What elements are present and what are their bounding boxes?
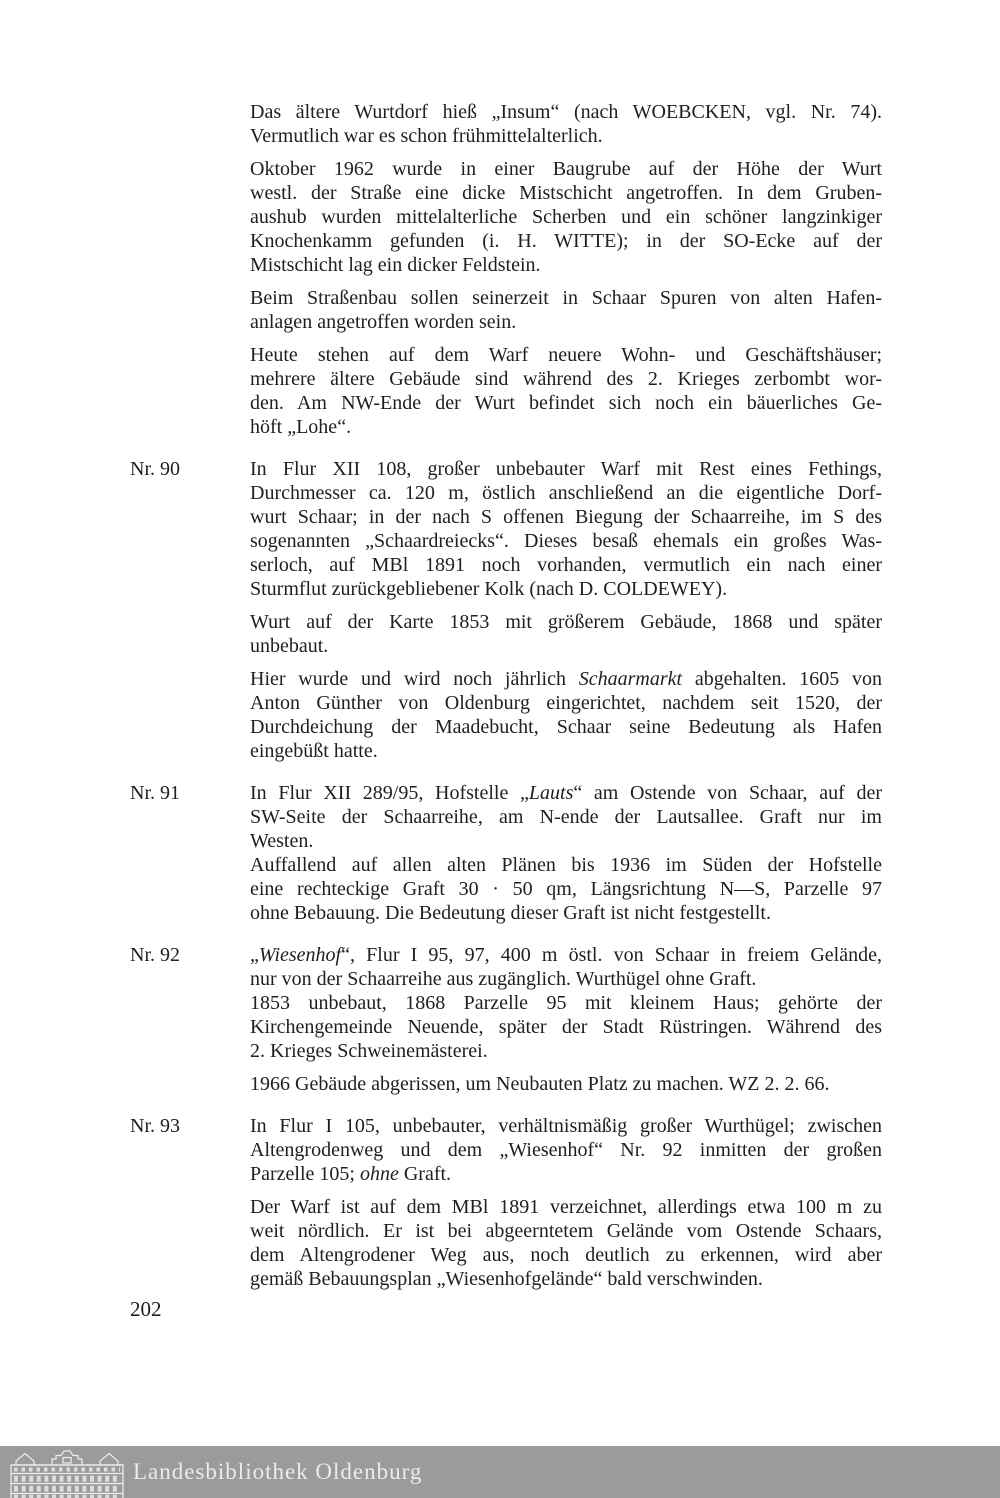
text-line: ohne Bebauung. Die Bedeutung dieser Graft ist nicht festgestellt. <box>250 902 771 924</box>
text-line: sogenannten „Schaardreiecks“. Dieses besaß ehemals ein großes Was- <box>250 530 882 552</box>
paragraph <box>250 943 882 991</box>
text-line: anlagen angetroffen worden sein. <box>250 311 517 333</box>
text-line: Durchmesser ca. 120 m, östlich anschließend an die eigentliche Dorf- <box>250 482 882 504</box>
text-line: Anton Günther von Oldenburg eingerichtet, nachdem seit 1520, der <box>250 692 882 714</box>
text-line: wurt Schaar; in der nach S offenen Biegung der Schaarreihe, im S des <box>250 506 882 528</box>
entry-number: Nr. 93 <box>130 1115 180 1137</box>
entry-nr-91 <box>130 781 882 925</box>
text-line: Oktober 1962 wurde in einer Baugrube auf der Höhe der Wurt <box>250 158 882 180</box>
text-line: 2. Krieges Schweinemästerei. <box>250 1040 488 1062</box>
entry-body <box>250 943 882 1096</box>
text-line: Wurt auf der Karte 1853 mit größerem Gebäude, 1868 und später <box>250 611 882 633</box>
entry-number: Nr. 91 <box>130 782 180 804</box>
text-line: Auffallend auf allen alten Plänen bis 1936 im Süden der Hofstelle <box>250 854 882 876</box>
paragraph <box>250 991 882 1063</box>
entry-nr-93 <box>130 1114 882 1291</box>
paragraph <box>250 286 882 334</box>
entry-body <box>250 1114 882 1291</box>
text-line: Das ältere Wurtdorf hieß „Insum“ (nach WOEBCKEN, vgl. Nr. 74). <box>250 101 882 123</box>
text-line: In Flur XII 289/95, Hofstelle „Lauts“ am Ostende von Schaar, auf der <box>250 782 882 804</box>
text-line: Durchdeichung der Maadebucht, Schaar seine Bedeutung als Hafen <box>250 716 882 738</box>
text-line: „Wiesenhof“, Flur I 95, 97, 400 m östl. von Schaar in freiem Gelände, <box>250 944 882 966</box>
text-line: nur von der Schaarreihe aus zugänglich. Wurthügel ohne Graft. <box>250 968 757 990</box>
entry-body <box>250 457 882 763</box>
text-line: In Flur I 105, unbebauter, verhältnismäßig großer Wurthügel; zwischen <box>250 1115 882 1137</box>
paragraph <box>250 1072 882 1096</box>
text-line: Altengrodenweg und dem „Wiesenhof“ Nr. 92 inmitten der großen <box>250 1139 882 1161</box>
text-line: eingebüßt hatte. <box>250 740 378 762</box>
text-line: Hier wurde und wird noch jährlich Schaarmarkt abgehalten. 1605 von <box>250 668 883 690</box>
text-line: Heute stehen auf dem Warf neuere Wohn- und Geschäftshäuser; <box>250 344 882 366</box>
paragraph <box>250 343 882 439</box>
text-line: westl. der Straße eine dicke Mistschicht angetroffen. In dem Gruben- <box>250 182 882 204</box>
paragraph <box>250 781 882 853</box>
text-line: Kirchengemeinde Neuende, später der Stadt Rüstringen. Während des <box>250 1016 882 1038</box>
text-line: Parzelle 105; ohne Graft. <box>250 1163 452 1185</box>
entry-nr-90 <box>130 457 883 763</box>
paragraph <box>250 457 882 601</box>
text-line: SW-Seite der Schaarreihe, am N-ende der Lautsallee. Graft nur im <box>250 806 882 828</box>
page-number: 202 <box>130 1297 162 1321</box>
entry-number: Nr. 92 <box>130 944 180 966</box>
library-name: Landesbibliothek Oldenburg <box>133 1459 423 1484</box>
entry-body <box>250 781 882 925</box>
library-building-icon <box>8 1450 126 1498</box>
text-line: Knochenkamm gefunden (i. H. WITTE); in der SO-Ecke auf der <box>250 230 882 252</box>
paragraph <box>250 1195 882 1291</box>
text-line: Mistschicht lag ein dicker Feldstein. <box>250 254 541 276</box>
text-line: 1853 unbebaut, 1868 Parzelle 95 mit kleinem Haus; gehörte der <box>250 992 882 1014</box>
text-line: höft „Lohe“. <box>250 416 352 438</box>
text-line: Vermutlich war es schon frühmittelalterlich. <box>250 125 603 147</box>
text-line: den. Am NW-Ende der Wurt befindet sich noch ein bäuerliches Ge- <box>250 392 882 414</box>
text-line: Der Warf ist auf dem MBl 1891 verzeichnet, allerdings etwa 100 m zu <box>250 1196 882 1218</box>
text-line: weit nördlich. Er ist bei abgeerntetem Gelände vom Ostende Schaars, <box>250 1220 882 1242</box>
intro-section <box>250 100 882 439</box>
text-line: unbebaut. <box>250 635 329 657</box>
text-line: mehrere ältere Gebäude sind während des 2. Krieges zerbombt wor- <box>250 368 882 390</box>
paragraph <box>250 100 882 148</box>
entry-nr-92 <box>130 943 882 1096</box>
text-line: serloch, auf MBl 1891 noch vorhanden, vermutlich ein nach einer <box>250 554 882 576</box>
text-line: In Flur XII 108, großer unbebauter Warf mit Rest eines Fethings, <box>250 458 882 480</box>
text-line: eine rechteckige Graft 30 · 50 qm, Längsrichtung N—S, Parzelle 97 <box>250 878 882 900</box>
paragraph <box>250 610 882 658</box>
paragraph <box>250 667 882 763</box>
text-line: Beim Straßenbau sollen seinerzeit in Schaar Spuren von alten Hafen- <box>250 287 882 309</box>
entry-number: Nr. 90 <box>130 458 180 480</box>
text-line: 1966 Gebäude abgerissen, um Neubauten Platz zu machen. WZ 2. 2. 66. <box>250 1073 830 1095</box>
text-line: gemäß Bebauungsplan „Wiesenhofgelände“ bald verschwinden. <box>250 1268 763 1290</box>
text-line: Westen. <box>250 830 314 852</box>
text-line: Sturmflut zurückgebliebener Kolk (nach D. COLDEWEY). <box>250 578 728 600</box>
paragraph <box>250 1114 882 1186</box>
text-line: dem Altengrodener Weg aus, noch deutlich zu erkennen, wird aber <box>250 1244 882 1266</box>
footer-bar <box>0 1446 1000 1498</box>
text-block <box>130 100 883 1291</box>
paragraph <box>250 853 882 925</box>
paragraph <box>250 157 882 277</box>
text-line: aushub wurden mittelalterliche Scherben und ein schöner langzinkiger <box>250 206 882 228</box>
